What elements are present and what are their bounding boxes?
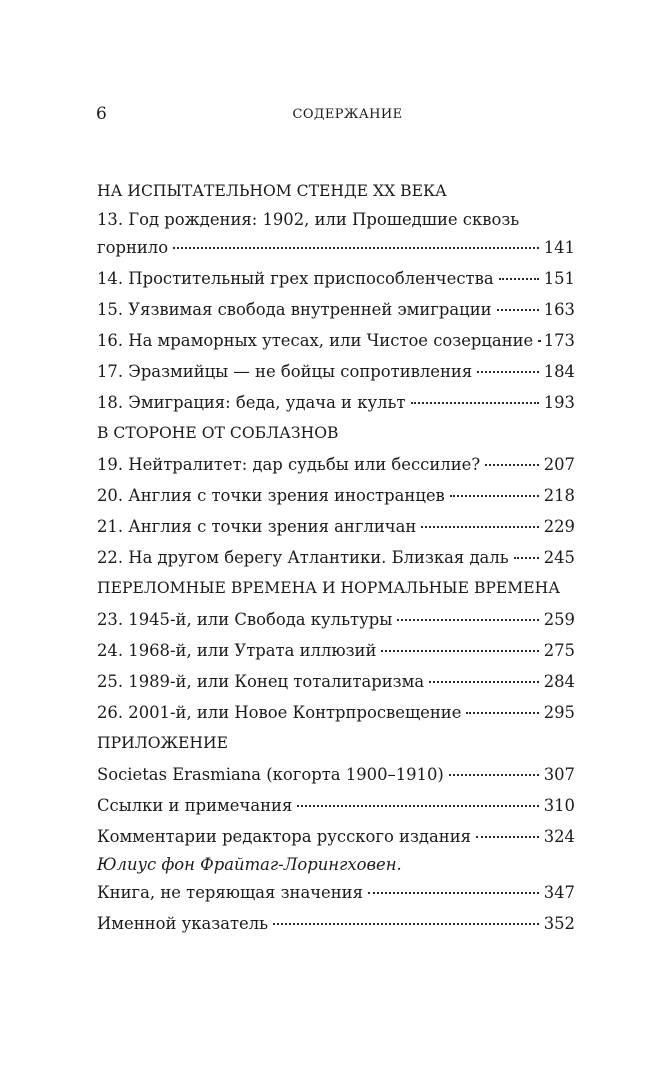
section-heading: ПРИЛОЖЕНИЕ <box>97 734 228 752</box>
toc-entry[interactable] <box>97 325 575 356</box>
toc-entry-page: 141 <box>543 238 575 257</box>
toc-entry-title: 14. Простительный грех приспособленчества <box>97 269 494 288</box>
page-number: 6 <box>96 104 107 124</box>
dot-leader <box>476 836 539 838</box>
toc-entry-title: 21. Англия с точки зрения англичан <box>97 517 417 536</box>
toc-entry[interactable] <box>97 852 575 908</box>
toc-entry[interactable] <box>97 449 575 480</box>
toc-entry-author: Юлиус фон Фрайтаг-Лорингховен. <box>97 855 402 874</box>
toc-entry-title: 24. 1968-й, или Утрата иллюзий <box>97 641 377 660</box>
toc-entry-page: 324 <box>543 827 575 846</box>
toc-entry-title: 15. Уязвимая свобода внутренней эмиграции <box>97 300 492 319</box>
toc-entry-title: 20. Англия с точки зрения иностранцев <box>97 486 445 505</box>
toc-entry-title: 25. 1989-й, или Конец тоталитаризма <box>97 672 425 691</box>
toc-entry-page: 310 <box>543 796 575 815</box>
dot-leader <box>411 402 539 404</box>
toc-entry[interactable] <box>97 666 575 697</box>
toc-entry-page: 352 <box>543 914 575 933</box>
section-heading: ПЕРЕЛОМНЫЕ ВРЕМЕНА И НОРМАЛЬНЫЕ ВРЕМЕНА <box>97 579 561 597</box>
toc-entry[interactable] <box>97 908 575 939</box>
dot-leader <box>397 619 538 621</box>
toc-entry[interactable] <box>97 821 575 852</box>
dot-leader <box>421 526 538 528</box>
toc-entry-page: 193 <box>543 393 575 412</box>
toc-entry-title: Ссылки и примечания <box>97 796 293 815</box>
toc-entry-title: 26. 2001-й, или Новое Контрпросвещение <box>97 703 462 722</box>
toc-entry[interactable] <box>97 387 575 418</box>
toc-entry-page: 163 <box>543 300 575 319</box>
dot-leader <box>297 805 538 807</box>
dot-leader <box>514 557 539 559</box>
toc-entry[interactable] <box>97 480 575 511</box>
dot-leader <box>273 923 539 925</box>
toc-entry-title: 17. Эразмийцы — не бойцы сопротивления <box>97 362 473 381</box>
toc-entry-title: 13. Год рождения: 1902, или Прошедшие сквозь <box>97 210 520 229</box>
dot-leader <box>477 371 539 373</box>
toc-entry[interactable] <box>97 759 575 790</box>
toc-entry-title: Книга, не теряющая значения <box>97 883 363 902</box>
toc-entry-page: 184 <box>543 362 575 381</box>
toc-entry-title: Комментарии редактора русского издания <box>97 827 471 846</box>
toc-entry-title: 16. На мраморных утесах, или Чистое созерцание <box>97 331 534 350</box>
toc-entry-title-continued: горнило <box>97 238 169 257</box>
toc-entry-page: 207 <box>543 455 575 474</box>
dot-leader <box>497 309 539 311</box>
toc-entry-page: 307 <box>543 765 575 784</box>
toc-entry-page: 295 <box>543 703 575 722</box>
dot-leader <box>450 495 539 497</box>
table-of-contents <box>97 176 575 939</box>
toc-entry[interactable] <box>97 511 575 542</box>
toc-entry[interactable] <box>97 294 575 325</box>
toc-entry-page: 259 <box>543 610 575 629</box>
dot-leader <box>381 650 538 652</box>
toc-entry[interactable] <box>97 604 575 635</box>
toc-entry-page: 347 <box>543 883 575 902</box>
section-heading: НА ИСПЫТАТЕЛЬНОМ СТЕНДЕ ХХ ВЕКА <box>97 182 447 200</box>
dot-leader <box>429 681 539 683</box>
toc-entry-page: 151 <box>543 269 575 288</box>
toc-entry-title: 18. Эмиграция: беда, удача и культ <box>97 393 406 412</box>
toc-entry[interactable] <box>97 697 575 728</box>
dot-leader <box>449 774 539 776</box>
toc-entry-title: Именной указатель <box>97 914 269 933</box>
toc-entry[interactable] <box>97 635 575 666</box>
toc-entry-title: 23. 1945-й, или Свобода культуры <box>97 610 393 629</box>
toc-entry-title: Societas Erasmiana (когорта 1900–1910) <box>97 765 444 784</box>
dot-leader <box>485 464 539 466</box>
toc-entry[interactable] <box>97 542 575 573</box>
dot-leader <box>466 712 538 714</box>
toc-entry-page: 229 <box>543 517 575 536</box>
toc-entry-page: 173 <box>543 331 575 350</box>
dot-leader <box>173 247 539 249</box>
toc-entry-page: 245 <box>543 548 575 567</box>
toc-entry-title: 22. На другом берегу Атлантики. Близкая даль <box>97 548 509 567</box>
toc-entry[interactable] <box>97 356 575 387</box>
toc-entry-title: 19. Нейтралитет: дар судьбы или бессилие? <box>97 455 481 474</box>
section-heading: В СТОРОНЕ ОТ СОБЛАЗНОВ <box>97 424 339 442</box>
toc-entry-page: 275 <box>543 641 575 660</box>
toc-entry-page: 218 <box>543 486 575 505</box>
toc-entry[interactable] <box>97 790 575 821</box>
dot-leader <box>368 892 539 894</box>
toc-entry-page: 284 <box>543 672 575 691</box>
toc-entry[interactable] <box>97 207 575 263</box>
toc-entry[interactable] <box>97 263 575 294</box>
running-head: СОДЕРЖАНИЕ <box>292 107 403 122</box>
dot-leader <box>499 278 539 280</box>
